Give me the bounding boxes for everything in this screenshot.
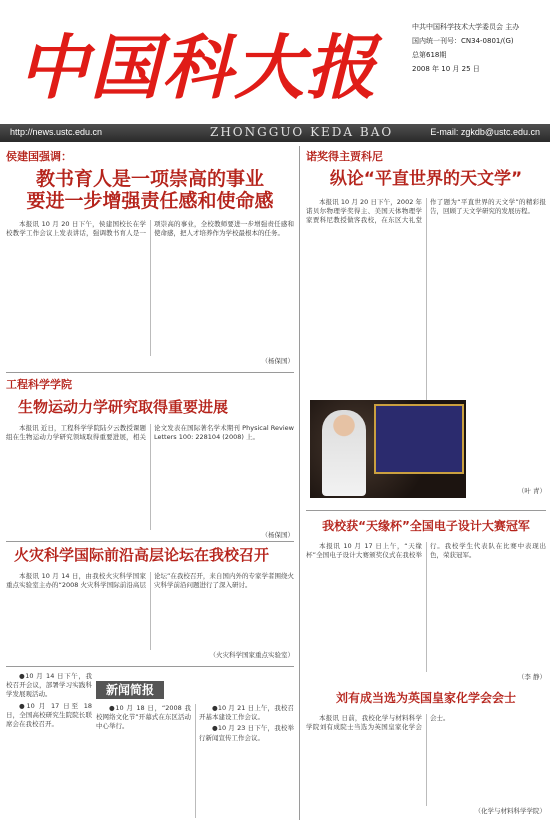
projection-screen — [374, 404, 464, 474]
sponsor-text: 中共中国科学技术大学委员会 主办 — [412, 23, 520, 31]
article-credit: （叶 青） — [517, 487, 546, 495]
cn-number: 国内统一刊号：CN34-0801/(G) — [412, 37, 514, 45]
article-credit: （火灾科学国家重点实验室） — [209, 651, 294, 659]
news-brief-heading: 新闻简报 — [96, 681, 164, 699]
masthead-banner — [0, 124, 550, 142]
article-kicker: 侯建国强调： — [6, 150, 72, 163]
article-body: 本报讯 日前，我校化学与材料科学学院刘有成院士当选为英国皇家化学会会士。 — [306, 714, 450, 732]
brief-item: ●10 月 23 日下午，我校举行新闻宣传工作会议。 — [199, 724, 294, 742]
divider — [6, 666, 294, 667]
article-teaching — [6, 148, 294, 370]
column-divider — [299, 146, 300, 820]
article-title: 刘有成当选为英国皇家化学会会士 — [335, 691, 516, 705]
brief-items — [96, 704, 294, 818]
article-title: 纵论“平直世界的天文学” — [329, 169, 523, 189]
article-body — [470, 400, 546, 486]
divider — [6, 541, 294, 542]
article-body: 本报讯 10 月 20 日下午，侯建国校长在学校教学工作会议上发表讲话，强调教书育人是一项崇高的事业，全校教师要进一步增强责任感和使命感，把人才培养作为学校最根本的任务。 — [6, 220, 294, 238]
issue-date: 2008 年 10 月 25 日 — [412, 65, 480, 73]
article-title-line1: 教书育人是一项崇高的事业 — [35, 168, 264, 190]
article-body — [6, 672, 92, 818]
brief-item: ●10 月 17 日至 18 日，全国高校研究生院院长联席会在我校召开。 — [6, 701, 92, 729]
article-body: 本报讯 近日，工程科学学院陆夕云教授课题组在生物运动力学研究领域取得重要进展，相关论文发表在国际著名学术期刊 Physical Review Letters 100: 228104 (2008) 上。 — [6, 424, 294, 442]
brief-item: ●10 月 18 日，“2008 我校网络文化节”开幕式在东区活动中心举行。 — [96, 704, 191, 731]
article-biomechanics — [6, 376, 294, 540]
article-title-line2: 要进一步增强责任感和使命感 — [26, 190, 274, 212]
article-rsc-fellow — [306, 690, 546, 818]
brief-item: ●10 月 21 日上午，我校召开基本建设工作会议。 — [199, 704, 294, 722]
issue-total: 总第618期 — [412, 51, 447, 59]
article-body: 本报讯 10 月 17 日上午，“天缘杯”全国电子设计大赛颁奖仪式在我校举行。我校学生代表队在比赛中表现出色，荣获冠军。 — [306, 542, 546, 560]
article-title: 火灾科学国际前沿高层论坛在我校召开 — [14, 546, 270, 564]
news-brief — [96, 704, 294, 818]
article-design-contest — [306, 518, 546, 686]
article-kicker: 工程科学学院 — [6, 378, 72, 391]
masthead — [0, 0, 550, 124]
brief-item: ●10 月 14 日下午，我校召开会议，部署学习实践科学发展观活动。 — [6, 672, 92, 699]
article-fire-forum — [6, 546, 294, 664]
article-kicker: 诺奖得主贾科尼 — [306, 150, 383, 163]
speaker-figure — [322, 410, 366, 496]
brief-left-column — [6, 672, 92, 818]
divider — [306, 510, 546, 511]
article-title: 生物运动力学研究取得重要进展 — [18, 398, 229, 416]
article-credit: （杨保国） — [261, 531, 294, 539]
article-title: 我校获“天缘杯”全国电子设计大赛冠军 — [322, 519, 530, 533]
article-body: 本报讯 10 月 20 日下午，2002 年诺贝尔物理学奖得主、美国天体物理学家贾科尼教授做客我校，在东区大礼堂作了题为“平直世界的天文学”的精彩报告，回顾了天文学研究的发展历程。 — [306, 198, 546, 225]
article-credit: （杨保国） — [261, 357, 294, 365]
divider — [6, 372, 294, 373]
newspaper-logo: 中国科大报 — [18, 26, 378, 109]
email-link[interactable]: E-mail: zgkdb@ustc.edu.cn — [430, 127, 540, 137]
article-credit: （李 静） — [517, 673, 546, 681]
issue-info — [412, 20, 544, 76]
website-link[interactable]: http://news.ustc.edu.cn — [10, 127, 103, 137]
astronomy-continued — [470, 400, 546, 496]
article-credit: （化学与材料科学学院） — [474, 807, 546, 815]
pinyin-title: ZHONGGUO KEDA BAO — [210, 125, 394, 139]
article-body: 本报讯 10 月 14 日，由我校火灾科学国家重点实验室主办的“2008 火灾科学国际前沿高层论坛”在我校召开，来自国内外的专家学者围绕火灾科学前沿问题进行了深入研讨。 — [6, 572, 294, 590]
lecture-photo — [310, 400, 466, 498]
